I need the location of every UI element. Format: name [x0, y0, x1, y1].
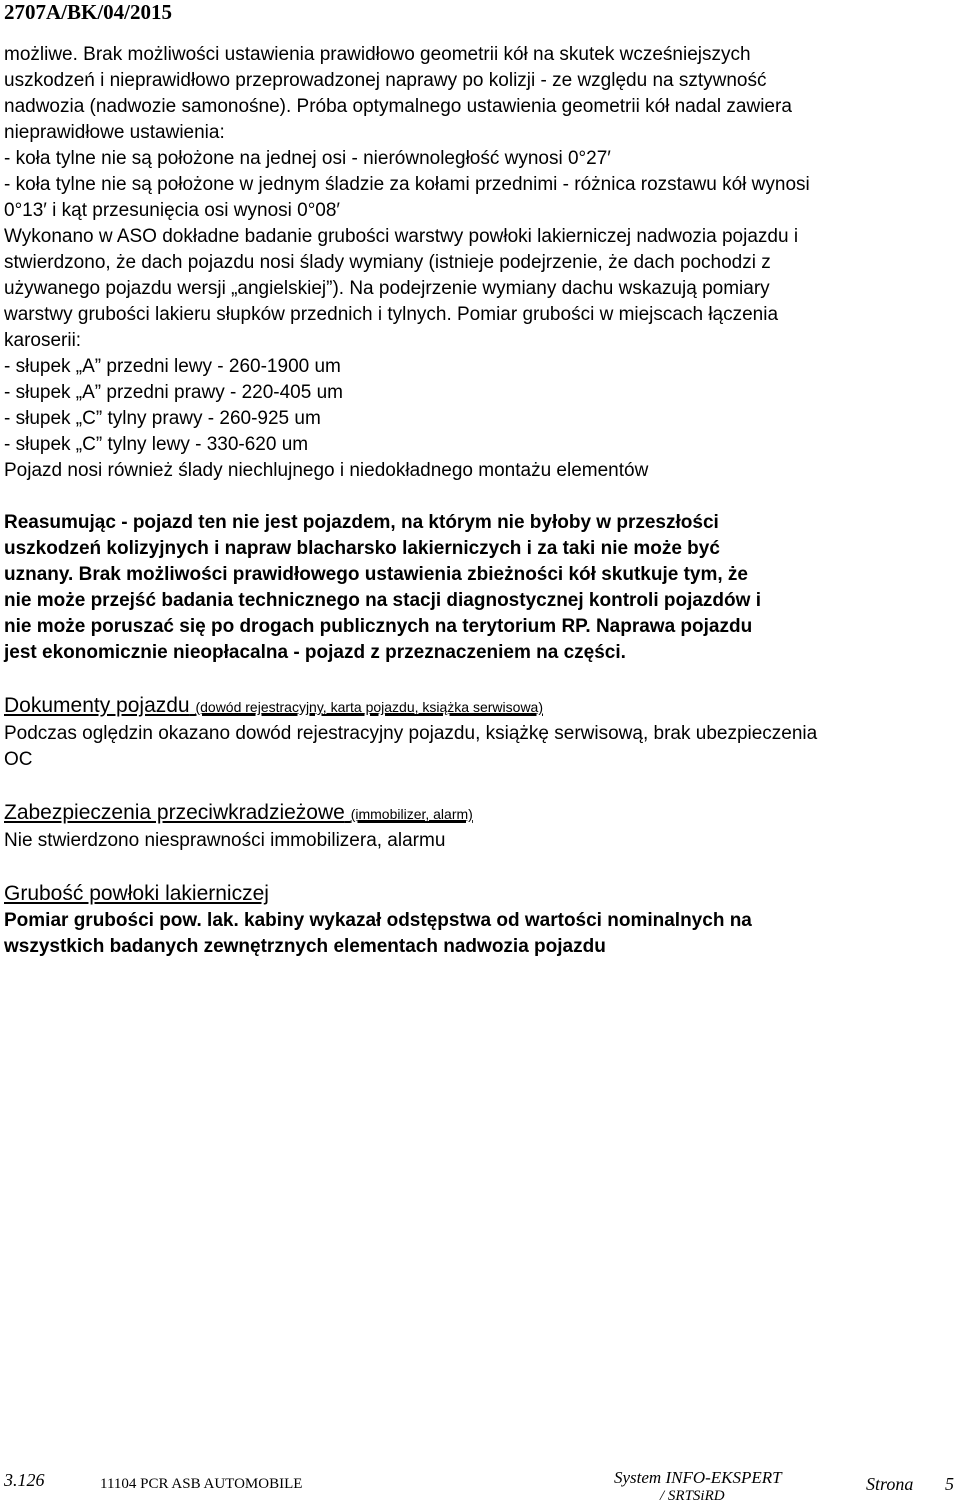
- document-id: 2707A/BK/04/2015: [4, 0, 173, 24]
- footer-number: 3.126: [4, 1470, 45, 1490]
- text-line: - słupek „C” tylny lewy - 330-620 um: [4, 434, 309, 455]
- text-line: - słupek „A” przedni lewy - 260-1900 um: [4, 356, 341, 377]
- security-heading: [4, 799, 954, 828]
- text-line: - koła tylne nie są położone w jednym śladzie za kołami przednimi - różnica rozstawu kół wynosi: [4, 174, 810, 195]
- text-line: Reasumując - pojazd ten nie jest pojazdem, na którym nie byłoby w przeszłości: [4, 512, 719, 533]
- footer-company: 11104 PCR ASB AUTOMOBILE: [100, 1476, 303, 1492]
- text-line: - słupek „A” przedni prawy - 220-405 um: [4, 382, 343, 403]
- text-line: karoserii:: [4, 330, 82, 351]
- text-line: nieprawidłowe ustawienia:: [4, 122, 225, 143]
- text-line: używanego pojazdu wersji „angielskiej”). Na podejrzenie wymiany dachu wskazują pomiary: [4, 278, 770, 299]
- text-line: Podczas oględzin okazano dowód rejestracyjny pojazdu, książkę serwisową, brak ubezpieczenia: [4, 723, 818, 744]
- documents-heading: [4, 692, 954, 721]
- security-heading-text: Zabezpieczenia przeciwkradzieżowe: [4, 801, 345, 824]
- text-line: Wykonano w ASO dokładne badanie grubości warstwy powłoki lakierniczej nadwozia pojazdu i: [4, 226, 799, 247]
- footer-page-number: 5: [945, 1474, 954, 1494]
- text-line: nadwozia (nadwozie samonośne). Próba optymalnego ustawienia geometrii kół nadal zawiera: [4, 96, 792, 117]
- paint-section: [4, 880, 954, 960]
- text-line: 0°13′ i kąt przesunięcia osi wynosi 0°08′: [4, 200, 340, 221]
- text-line: Pomiar grubości pow. lak. kabiny wykazał odstępstwa od wartości nominalnych na: [4, 910, 752, 931]
- text-line: uszkodzeń kolizyjnych i napraw blacharsko lakierniczych i za taki nie może być: [4, 538, 720, 559]
- text-line: Nie stwierdzono niesprawności immobilizera, alarmu: [4, 830, 446, 851]
- text-line: Pojazd nosi również ślady niechlujnego i niedokładnego montażu elementów: [4, 460, 649, 481]
- text-line: OC: [4, 749, 33, 770]
- security-heading-note: (immobilizer, alarm): [350, 806, 473, 822]
- intro-section: [4, 42, 954, 484]
- page-footer: [0, 1466, 960, 1506]
- text-line: możliwe. Brak możliwości ustawienia prawidłowo geometrii kół na skutek wcześniejszych: [4, 44, 751, 65]
- security-section: [4, 799, 954, 854]
- footer-page-label: Strona: [866, 1474, 914, 1494]
- documents-heading-note: (dowód rejestracyjny, karta pojazdu, książka serwisowa): [195, 699, 543, 715]
- text-line: uszkodzeń i nieprawidłowo przeprowadzonej naprawy po kolizji - ze względu na sztywność: [4, 70, 767, 91]
- documents-section: [4, 692, 954, 773]
- document-body: [4, 42, 954, 960]
- text-line: jest ekonomicznie nieopłacalna - pojazd z przeznaczeniem na części.: [4, 642, 626, 663]
- documents-heading-text: Dokumenty pojazdu: [4, 694, 190, 717]
- text-line: - słupek „C” tylny prawy - 260-925 um: [4, 408, 321, 429]
- text-line: warstwy grubości lakieru słupków przednich i tylnych. Pomiar grubości w miejscach łączenia: [4, 304, 779, 325]
- paint-heading: Grubość powłoki lakierniczej: [4, 882, 269, 905]
- text-line: wszystkich badanych zewnętrznych elementach nadwozia pojazdu: [4, 936, 606, 957]
- text-line: uznany. Brak możliwości prawidłowego ustawienia zbieżności kół skutkuje tym, że: [4, 564, 748, 585]
- text-line: - koła tylne nie są położone na jednej osi - nierównoległość wynosi 0°27′: [4, 148, 611, 169]
- summary-section: [4, 510, 954, 666]
- text-line: nie może poruszać się po drogach publicznych na terytorium RP. Naprawa pojazdu: [4, 616, 753, 637]
- text-line: stwierdzono, że dach pojazdu nosi ślady wymiany (istnieje podejrzenie, że dach pochodzi z: [4, 252, 771, 273]
- footer-system: System INFO-EKSPERT: [614, 1468, 782, 1487]
- footer-system-sub: / SRTSiRD: [660, 1488, 725, 1504]
- text-line: nie może przejść badania technicznego na stacji diagnostycznej kontroli pojazdów i: [4, 590, 761, 611]
